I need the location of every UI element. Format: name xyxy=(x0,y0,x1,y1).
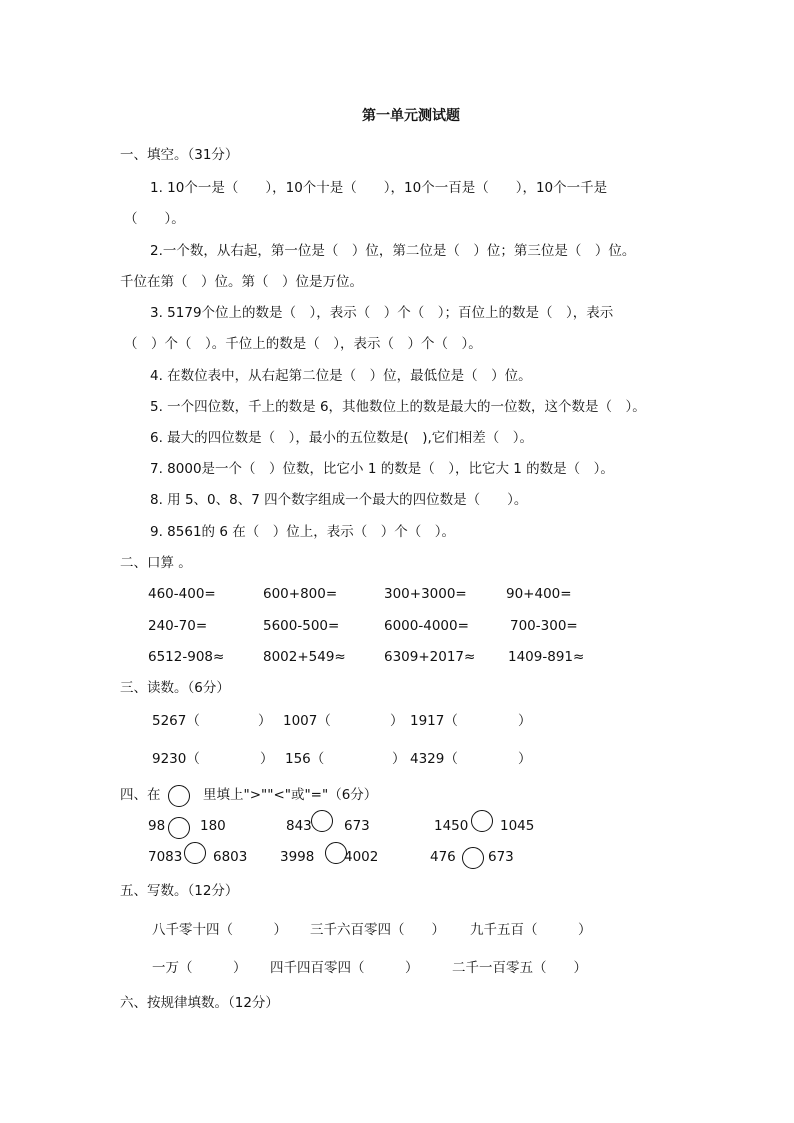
section-5-heading: 五、写数。（12分） xyxy=(120,883,239,899)
compare-circle[interactable] xyxy=(462,847,484,869)
calc-item: 90+400= xyxy=(506,586,572,602)
calc-item: 600+800= xyxy=(263,586,338,602)
question-5: 5. 一个四位数，千上的数是 6，其他数位上的数是最大的一位数，这个数是（ ）。 xyxy=(150,399,646,415)
question-2-line-1: 2.一个数，从右起，第一位是（ ）位，第二位是（ ）位；第三位是（ ）位。 xyxy=(150,243,636,259)
calc-item: 6309+2017≈ xyxy=(384,649,476,665)
calc-item: 700-300= xyxy=(510,618,578,634)
calc-item: 6512-908≈ xyxy=(148,649,225,665)
calc-item: 6000-4000= xyxy=(384,618,469,634)
read-item: 9230（ xyxy=(152,751,200,767)
read-item: 5267（ xyxy=(152,713,200,729)
section-1-heading: 一、填空。（31分） xyxy=(120,147,239,163)
question-2-line-2: 千位在第（ ）位。第（ ）位是万位。 xyxy=(120,274,363,290)
question-3-line-2: （ ）个（ ）。千位上的数是（ ），表示（ ）个（ ）。 xyxy=(124,336,482,352)
calc-item: 300+3000= xyxy=(384,586,467,602)
question-9: 9. 8561的 6 在（ ）位上，表示（ ）个（ ）。 xyxy=(150,524,455,540)
compare-number: 843 xyxy=(286,818,312,834)
read-item: ） xyxy=(518,713,532,729)
question-7: 7. 8000是一个（ ）位数，比它小 1 的数是（ ），比它大 1 的数是（ ）。 xyxy=(150,461,614,477)
read-item: 156（ xyxy=(285,751,325,767)
read-item: ） xyxy=(392,751,406,767)
compare-number: 673 xyxy=(488,849,514,865)
write-item: 四千四百零四（ ） xyxy=(270,960,419,976)
section-2-heading: 二、口算 。 xyxy=(120,555,192,571)
calc-item: 240-70= xyxy=(148,618,208,634)
write-item: 九千五百（ ） xyxy=(470,922,592,938)
page-title: 第一单元测试题 xyxy=(362,108,460,124)
write-item: 八千零十四（ ） xyxy=(152,922,287,938)
calc-item: 460-400= xyxy=(148,586,216,602)
compare-number: 1045 xyxy=(500,818,535,834)
section-3-heading: 三、读数。（6分） xyxy=(120,680,230,696)
question-6: 6. 最大的四位数是（ ），最小的五位数是( ),它们相差（ ）。 xyxy=(150,430,533,446)
compare-circle[interactable] xyxy=(311,810,333,832)
read-item: ） xyxy=(260,751,274,767)
read-item: 4329（ xyxy=(410,751,458,767)
section-4-heading-b: 里填上">""<"或"="（6分） xyxy=(203,787,378,803)
compare-circle[interactable] xyxy=(184,842,206,864)
calc-item: 1409-891≈ xyxy=(508,649,585,665)
compare-number: 6803 xyxy=(213,849,248,865)
read-item: 1007（ xyxy=(283,713,331,729)
calc-item: 8002+549≈ xyxy=(263,649,346,665)
compare-number: 476 xyxy=(430,849,456,865)
question-1-line-1: 1. 10个一是（ ），10个十是（ ），10个一百是（ ），10个一千是 xyxy=(150,180,608,196)
compare-number: 1450 xyxy=(434,818,469,834)
compare-number: 673 xyxy=(344,818,370,834)
write-item: 二千一百零五（ ） xyxy=(452,960,587,976)
question-3-line-1: 3. 5179个位上的数是（ ），表示（ ）个（ ）；百位上的数是（ ），表示 xyxy=(150,305,614,321)
read-item: ） xyxy=(518,751,532,767)
read-item: ） xyxy=(258,713,272,729)
compare-number: 98 xyxy=(148,818,166,834)
calc-item: 5600-500= xyxy=(263,618,340,634)
section-4-heading-a: 四、在 xyxy=(120,787,161,803)
compare-number: 180 xyxy=(200,818,226,834)
compare-circle[interactable] xyxy=(168,817,190,839)
section-6-heading: 六、按规律填数。（12分） xyxy=(120,995,279,1011)
question-8: 8. 用 5、0、8、7 四个数字组成一个最大的四位数是（ ）。 xyxy=(150,492,528,508)
question-4: 4. 在数位表中，从右起第二位是（ ）位，最低位是（ ）位。 xyxy=(150,368,532,384)
circle-icon xyxy=(168,785,190,807)
compare-number: 3998 xyxy=(280,849,315,865)
read-item: ） xyxy=(390,713,404,729)
write-item: 三千六百零四（ ） xyxy=(310,922,445,938)
read-item: 1917（ xyxy=(410,713,458,729)
question-1-line-2: （ ）。 xyxy=(124,211,185,227)
compare-number: 7083 xyxy=(148,849,183,865)
compare-circle[interactable] xyxy=(471,810,493,832)
write-item: 一万（ ） xyxy=(152,960,247,976)
compare-number: 4002 xyxy=(344,849,379,865)
